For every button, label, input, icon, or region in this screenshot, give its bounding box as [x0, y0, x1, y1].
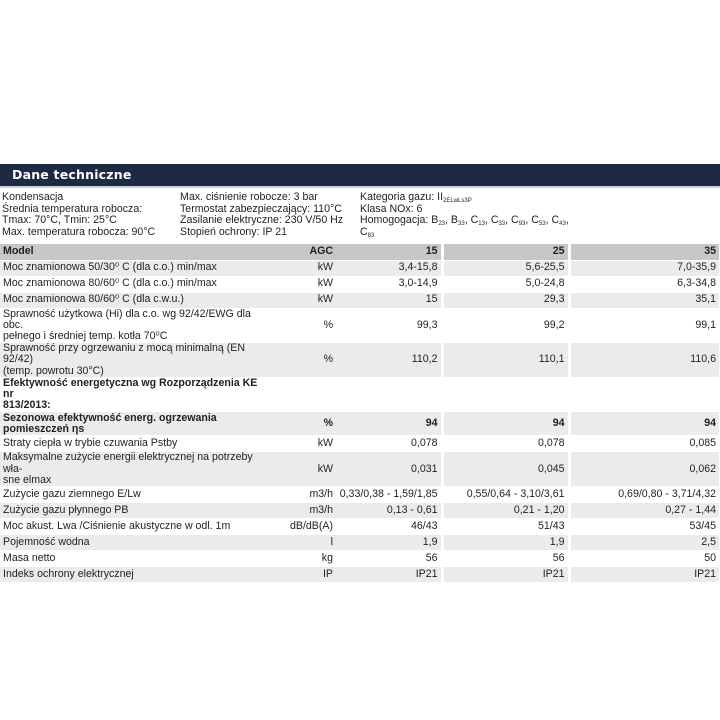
row-label-line: (temp. powrotu 30°C) — [3, 364, 104, 377]
row-unit: kW — [263, 436, 336, 452]
title-divider — [0, 186, 720, 188]
header-unit: AGC — [263, 244, 336, 260]
value-model-35: 35,1 — [569, 292, 719, 308]
row-label — [0, 276, 263, 292]
homologation-separator: , — [525, 214, 532, 227]
row-unit: IP — [263, 566, 336, 582]
value-model-25: 0,045 — [442, 452, 569, 487]
row-label — [0, 436, 263, 452]
row-label — [0, 550, 263, 566]
gas-category-label: Kategoria gazu: II — [360, 191, 444, 203]
value-model-35: 0,69/0,80 - 3,71/4,32 — [569, 486, 719, 502]
value-model-15: 0,031 — [336, 452, 442, 487]
row-label-line: Masa netto — [3, 551, 56, 564]
gas-category — [360, 192, 569, 204]
value-model-35: 7,0-35,9 — [569, 260, 719, 276]
value-model-35: IP21 — [569, 566, 719, 582]
row-label-line: Moc znamionowa 80/60⁰ C (dla c.w.u.) — [3, 293, 184, 306]
value-model-35: 99,1 — [569, 308, 719, 343]
value-model-25: 94 — [442, 412, 569, 436]
row-label — [0, 566, 263, 582]
table-row — [0, 534, 719, 550]
value-model-35: 53/45 — [569, 518, 719, 534]
row-unit: kg — [263, 550, 336, 566]
value-model-15: IP21 — [336, 566, 442, 582]
row-label-line: Sezonowa efektywność energ. ogrzewania — [3, 411, 217, 424]
row-label — [0, 412, 263, 436]
info-column-1 — [2, 192, 155, 238]
row-label-line: pełnego i średniej temp. kotła 70⁰C — [3, 329, 168, 342]
table-row — [0, 260, 719, 276]
value-model-15: 0,13 - 0,61 — [336, 502, 442, 518]
info-line: Kondensacja — [2, 191, 64, 203]
header-model-25: 25 — [442, 244, 569, 260]
table-row — [0, 550, 719, 566]
row-label-line: Efektywność energetyczna wg Rozporządzenia KE nr — [3, 376, 258, 400]
info-line: Max. temperatura robocza: 90°C — [2, 225, 156, 238]
row-unit: kW — [263, 292, 336, 308]
value-model-15: 46/43 — [336, 518, 442, 534]
row-unit: l — [263, 534, 336, 550]
row-unit: % — [263, 308, 336, 343]
info-line: Średnia temperatura robocza: — [2, 202, 143, 215]
value-model-25: IP21 — [442, 566, 569, 582]
homologation-code: C — [470, 214, 479, 227]
value-model-25: 29,3 — [442, 292, 569, 308]
value-model-15: 0,33/0,38 - 1,59/1,85 — [336, 486, 442, 502]
info-line: Zasilanie elektryczne: 230 V/50 Hz — [180, 214, 344, 227]
homologation-separator: , — [565, 214, 569, 227]
value-model-25: 1,9 — [442, 534, 569, 550]
gas-category-sub: 2ELwLs3P — [443, 198, 472, 204]
row-label — [0, 502, 263, 518]
info-line: Termostat zabezpieczający: 110°C — [180, 202, 342, 215]
info-column-2 — [180, 192, 343, 238]
value-model-25 — [442, 377, 569, 412]
value-model-25: 56 — [442, 550, 569, 566]
header-model-15: 15 — [336, 244, 442, 260]
row-label-line: Sprawność użytkowa (Hi) dla c.o. wg 92/42/EWG dla obc. — [3, 307, 251, 331]
value-model-35: 2,5 — [569, 534, 719, 550]
header-model: Model — [0, 244, 263, 260]
row-label — [0, 308, 263, 343]
value-model-25: 51/43 — [442, 518, 569, 534]
row-label-line: Straty ciepła w trybie czuwania Pstby — [3, 437, 178, 450]
technical-data-table — [0, 244, 719, 583]
homologation — [360, 215, 569, 227]
table-row — [0, 436, 719, 452]
row-label-line: Moc znamionowa 80/60⁰ C (dla c.o.) min/max — [3, 277, 217, 290]
table-row — [0, 502, 719, 518]
row-label-line: Indeks ochrony elektrycznej — [3, 567, 134, 580]
homologation-code: C — [360, 225, 368, 238]
homologation-separator: , — [445, 214, 451, 227]
row-label-line: Zużycie gazu płynnego PB — [3, 503, 129, 516]
homologation-separator: , — [545, 214, 552, 227]
homologation-code: C — [490, 214, 499, 227]
row-label-line: Zużycie gazu ziemnego E/Lw — [3, 487, 141, 500]
homologation-code: C — [511, 214, 519, 227]
homologation-code: B — [431, 214, 439, 227]
value-model-15: 110,2 — [336, 343, 442, 378]
value-model-25: 99,2 — [442, 308, 569, 343]
row-label-line: Moc znamionowa 50/30⁰ C (dla c.o.) min/max — [3, 261, 217, 274]
value-model-35: 6,3-34,8 — [569, 276, 719, 292]
homologation-code-sub: 83 — [367, 232, 375, 239]
row-unit — [263, 377, 336, 412]
row-label-line: Pojemność wodna — [3, 535, 90, 548]
value-model-35: 0,085 — [569, 436, 719, 452]
value-model-15: 3,0-14,9 — [336, 276, 442, 292]
row-label — [0, 486, 263, 502]
table-row — [0, 452, 719, 487]
row-unit: kW — [263, 276, 336, 292]
table-header-row — [0, 244, 719, 260]
homologation-code-sub: 43 — [559, 221, 566, 228]
table-row — [0, 518, 719, 534]
row-label — [0, 260, 263, 276]
row-label — [0, 452, 263, 487]
row-label-line: Moc akust. Lwa /Ciśnienie akustyczne w odl. 1m — [3, 519, 231, 532]
row-unit: m3/h — [263, 502, 336, 518]
row-unit: kW — [263, 452, 336, 487]
homologation-separator: , — [464, 214, 471, 227]
row-label-line: 813/2013: — [3, 399, 51, 412]
row-unit: kW — [263, 260, 336, 276]
value-model-35: 94 — [569, 412, 719, 436]
table-row — [0, 292, 719, 308]
row-label — [0, 534, 263, 550]
value-model-15: 3,4-15,8 — [336, 260, 442, 276]
value-model-15: 56 — [336, 550, 442, 566]
value-model-35 — [569, 377, 719, 412]
value-model-35: 0,27 - 1,44 — [569, 502, 719, 518]
row-unit: dB/dB(A) — [263, 518, 336, 534]
row-label — [0, 518, 263, 534]
table-row — [0, 566, 719, 582]
info-line: Stopień ochrony: IP 21 — [180, 225, 287, 238]
homologation-code-sub: 23 — [438, 221, 446, 228]
value-model-15: 94 — [336, 412, 442, 436]
nox-class: Klasa NOx: 6 — [360, 202, 423, 215]
info-line: Max. ciśnienie robocze: 3 bar — [180, 191, 318, 203]
value-model-25: 110,1 — [442, 343, 569, 378]
table-row — [0, 486, 719, 502]
section-title: Dane techniczne — [12, 167, 132, 182]
table-row — [0, 276, 719, 292]
value-model-15: 1,9 — [336, 534, 442, 550]
homologation-separator: , — [505, 214, 512, 227]
homologation-code-sub: 33 — [458, 221, 465, 228]
table-row — [0, 343, 719, 378]
homologation-code-sub: 53 — [538, 221, 546, 228]
value-model-15: 0,078 — [336, 436, 442, 452]
value-model-25: 0,55/0,64 - 3,10/3,61 — [442, 486, 569, 502]
value-model-35: 110,6 — [569, 343, 719, 378]
table-row — [0, 412, 719, 436]
table-row — [0, 308, 719, 343]
value-model-25: 5,0-24,8 — [442, 276, 569, 292]
header-model-35: 35 — [569, 244, 719, 260]
section-title-bar — [0, 164, 720, 186]
homologation-code: B — [450, 214, 458, 227]
row-label-line: pomieszczeń ηs — [3, 422, 85, 435]
info-line: Tmax: 70°C, Tmin: 25°C — [2, 214, 117, 227]
row-label — [0, 343, 263, 378]
value-model-15: 99,3 — [336, 308, 442, 343]
value-model-35: 0,062 — [569, 452, 719, 487]
homologation-last — [360, 227, 569, 239]
value-model-15: 15 — [336, 292, 442, 308]
table-row — [0, 377, 719, 412]
row-label — [0, 377, 263, 412]
homologation-code-sub: 93 — [518, 221, 526, 228]
value-model-25: 0,078 — [442, 436, 569, 452]
info-column-3 — [360, 192, 569, 238]
row-label — [0, 292, 263, 308]
homologation-list — [431, 214, 569, 226]
row-label-line: Maksymalne zużycie energii elektrycznej na potrzeby wła- — [3, 451, 253, 475]
value-model-35: 50 — [569, 550, 719, 566]
row-unit: % — [263, 412, 336, 436]
homologation-separator: , — [484, 214, 491, 227]
homologation-code-sub: 33 — [498, 221, 506, 228]
homologation-code-sub: 13 — [478, 221, 485, 228]
row-label-line: sne elmax — [3, 473, 52, 486]
row-unit: % — [263, 343, 336, 378]
value-model-25: 5,6-25,5 — [442, 260, 569, 276]
homologation-label: Homogogacja: — [360, 214, 432, 227]
value-model-25: 0,21 - 1,20 — [442, 502, 569, 518]
homologation-code: C — [531, 214, 539, 227]
value-model-15 — [336, 377, 442, 412]
row-unit: m3/h — [263, 486, 336, 502]
homologation-code: C — [551, 214, 560, 227]
row-label-line: Sprawność przy ogrzewaniu z mocą minimalną (EN 92/42) — [3, 342, 245, 366]
